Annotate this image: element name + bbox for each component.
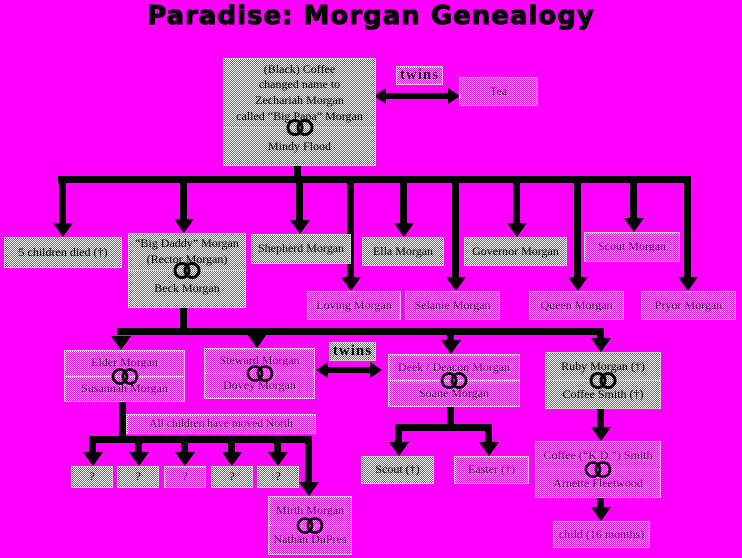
- connector-line: [513, 183, 520, 223]
- connector-line: [452, 183, 459, 277]
- person-name: Steward Morgan: [219, 353, 300, 368]
- arrowhead-down-icon: [83, 452, 103, 466]
- person-name: [224, 59, 375, 127]
- person-name-line: (Black) Coffee: [263, 61, 336, 76]
- arrowhead-down-icon: [507, 223, 527, 237]
- marriage-divider: [205, 373, 314, 374]
- node-unknown-child: ?: [71, 466, 113, 488]
- connector-line: [485, 431, 492, 442]
- arrowhead-down-icon: [591, 507, 611, 521]
- connector-line: [135, 443, 142, 452]
- connector-line: [89, 443, 96, 452]
- node-ruby: [545, 352, 661, 409]
- connector-line: [180, 308, 187, 328]
- node-pryor: Pryor Morgan: [641, 291, 736, 320]
- connector-line: [597, 498, 604, 507]
- node-queen: Queen Morgan: [529, 291, 624, 320]
- arrowhead-down-icon: [591, 338, 611, 352]
- node-loving: Loving Morgan: [307, 291, 401, 320]
- marriage-divider: [536, 469, 660, 470]
- arrowhead-down-icon: [446, 277, 466, 291]
- connector-line: [58, 176, 691, 183]
- node-shepherd: Shepherd Morgan: [251, 234, 351, 264]
- node-steward: [204, 348, 315, 399]
- marriage-rings-icon: [246, 365, 273, 382]
- node-scout-gen2: Scout Morgan: [584, 232, 680, 262]
- arrowhead-down-icon: [290, 220, 310, 234]
- person-name: Coffee (“K.D.”) Smith: [543, 447, 653, 462]
- person-name-line: (Rector Morgan): [146, 252, 228, 266]
- node-unknown-child: ?: [257, 466, 299, 488]
- marriage-rings-icon: [174, 262, 201, 279]
- arrowhead-down-icon: [394, 223, 414, 237]
- node-easter: Easter (†): [454, 456, 529, 484]
- node-big-daddy: [128, 233, 246, 308]
- marriage-rings-icon: [585, 461, 612, 478]
- spouse-name: Susannah Morgan: [81, 380, 168, 395]
- node-kd-smith: [535, 441, 661, 498]
- spouse-name: Mindy Flood: [267, 138, 331, 153]
- spouse-name: Soane Morgan: [418, 385, 490, 400]
- spouse-name: Nathan DuPres: [273, 532, 347, 547]
- person-name-line: “Big Daddy” Morgan: [135, 236, 239, 251]
- person-name-line: called “Big Papa” Morgan: [236, 108, 363, 123]
- connector-line: [400, 183, 407, 223]
- marriage-rings-icon: [441, 372, 468, 389]
- connector-line: [119, 402, 126, 437]
- marriage-divider: [129, 270, 245, 271]
- arrowhead-down-icon: [389, 442, 409, 456]
- connector-line: [117, 328, 604, 335]
- person-name: Mirth Morgan: [275, 503, 345, 518]
- connector-line: [59, 183, 66, 223]
- marriage-rings-icon: [297, 517, 324, 534]
- arrowhead-down-icon: [222, 452, 242, 466]
- moved-north-label: All children have moved North: [126, 414, 316, 434]
- person-name: Elder Morgan: [91, 355, 158, 370]
- connector-line: [89, 436, 312, 443]
- page-title: Paradise: Morgan Genealogy: [147, 1, 595, 31]
- node-big-papa: [223, 58, 376, 166]
- twins-label: twins: [329, 342, 376, 361]
- person-name-line: Zechariah Morgan: [255, 93, 344, 108]
- connector-line: [574, 183, 581, 277]
- connector-line: [228, 443, 235, 452]
- connector-line: [180, 183, 187, 219]
- node-mirth: [268, 496, 352, 555]
- spouse-name: Coffee Smith (†): [562, 386, 644, 401]
- marriage-divider: [269, 525, 351, 526]
- arrowhead-down-icon: [299, 482, 319, 496]
- arrowhead-left-icon: [316, 362, 328, 378]
- arrowhead-down-icon: [175, 452, 195, 466]
- marriage-rings-icon: [286, 119, 313, 136]
- node-elder: [64, 350, 185, 402]
- arrowhead-down-icon: [441, 340, 461, 354]
- person-name: Deek / Deacon Morgan: [397, 359, 511, 374]
- node-unknown-child: ?: [211, 466, 253, 488]
- arrowhead-down-icon: [591, 427, 611, 441]
- person-name: Ruby Morgan (†): [561, 358, 645, 373]
- marriage-rings-icon: [111, 368, 138, 385]
- marriage-divider: [389, 380, 519, 381]
- node-child-16-months: child (16 months): [553, 521, 650, 548]
- node-governor: Governor Morgan: [464, 237, 567, 266]
- connector-line: [296, 183, 303, 220]
- spouse-name: Beck Morgan: [154, 281, 220, 296]
- node-five-children-died: 5 children died (†): [4, 237, 122, 268]
- connector-line: [630, 183, 637, 218]
- twins-label: twins: [396, 66, 443, 85]
- node-unknown-child: ?: [164, 466, 206, 488]
- arrowhead-down-icon: [568, 277, 588, 291]
- node-unknown-child: ?: [117, 466, 159, 488]
- connector-line: [395, 431, 402, 442]
- arrowhead-down-icon: [678, 277, 698, 291]
- connector-line: [181, 443, 188, 452]
- twins-arrow-bar: [386, 93, 448, 99]
- spouse-name: Dovey Morgan: [223, 378, 296, 393]
- node-selanie: Selanie Morgan: [405, 291, 500, 320]
- connector-line: [395, 424, 492, 431]
- marriage-divider: [224, 127, 375, 128]
- marriage-divider: [65, 376, 184, 377]
- spouse-name: Arnette Fleetwood: [553, 475, 643, 490]
- arrowhead-down-icon: [341, 277, 361, 291]
- connector-line: [684, 183, 691, 277]
- node-deek: [388, 354, 520, 407]
- marriage-divider: [546, 380, 660, 381]
- arrowhead-down-icon: [53, 223, 73, 237]
- node-ella: Ella Morgan: [362, 237, 444, 266]
- arrowhead-down-icon: [479, 442, 499, 456]
- arrowhead-down-icon: [111, 336, 131, 350]
- node-scout-child: Scout (†): [361, 456, 434, 484]
- node-tea: Tea: [459, 77, 538, 106]
- arrowhead-down-icon: [174, 219, 194, 233]
- arrowhead-down-icon: [247, 334, 267, 348]
- marriage-rings-icon: [590, 372, 617, 389]
- arrowhead-down-icon: [129, 452, 149, 466]
- arrowhead-down-icon: [268, 452, 288, 466]
- connector-line: [305, 443, 312, 482]
- connector-line: [597, 409, 604, 427]
- connector-line: [274, 443, 281, 452]
- arrowhead-right-icon: [370, 362, 382, 378]
- arrowhead-down-icon: [624, 218, 644, 232]
- person-name-line: changed name to: [258, 77, 341, 92]
- twins-arrow-bar: [328, 367, 370, 373]
